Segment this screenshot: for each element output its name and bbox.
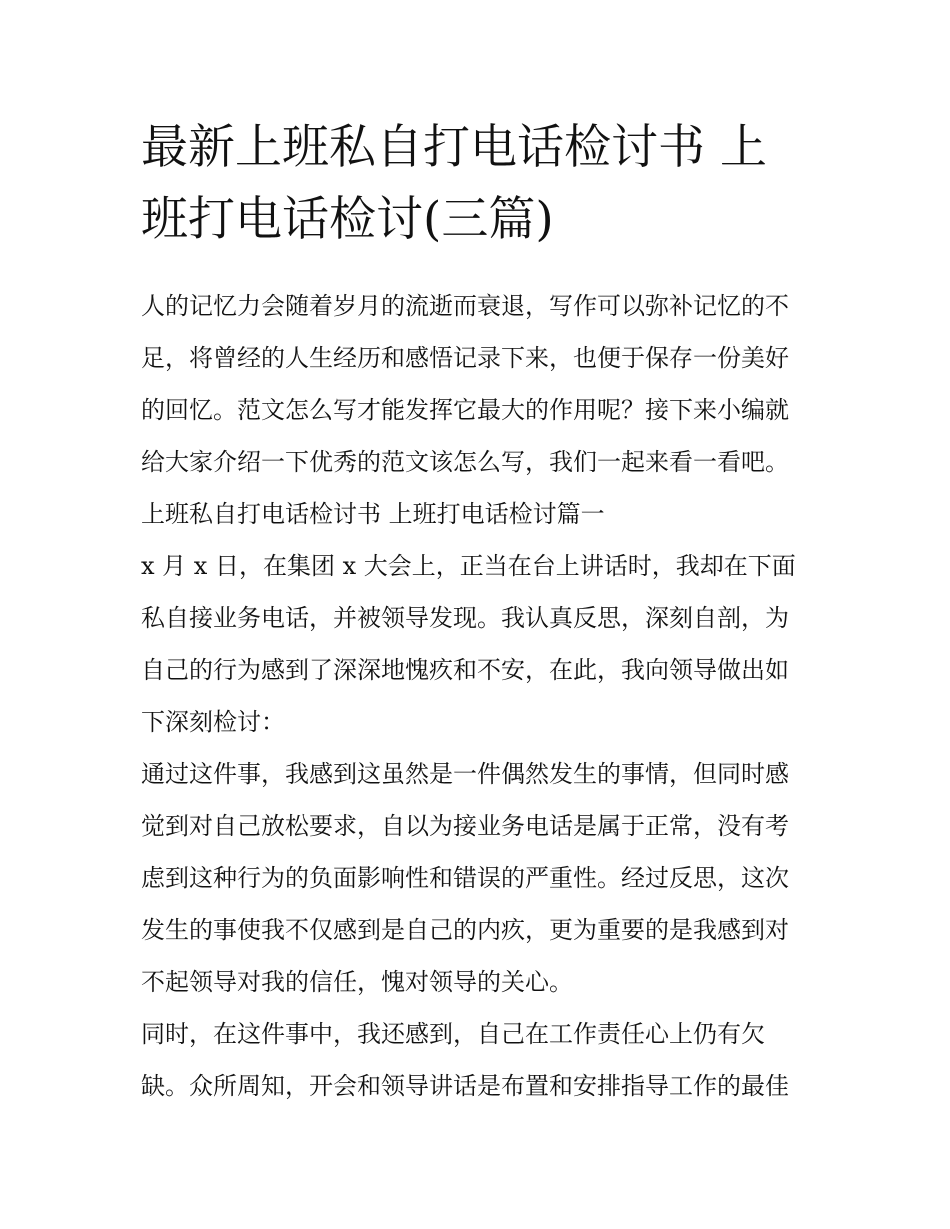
body-line: 足，将曾经的人生经历和感悟记录下来，也便于保存一份美好 (141, 344, 789, 372)
body-line: 给大家介绍一下优秀的范文该怎么写，我们一起来看一看吧。 (141, 448, 789, 476)
document-title (141, 112, 821, 256)
body-line: 下深刻检讨： (141, 708, 285, 736)
body-line: x 月 x 日，在集团 x 大会上，正当在台上讲话时，我却在下面 (141, 552, 796, 580)
section-heading: 上班私自打电话检讨书 上班打电话检讨篇一 (141, 500, 605, 528)
title-line: 最新上班私自打电话检讨书 上 (141, 120, 767, 175)
title-line: 班打电话检讨(三篇) (141, 192, 554, 247)
body-line: 私自接业务电话，并被领导发现。我认真反思，深刻自剖，为 (141, 604, 789, 632)
body-line: 觉到对自己放松要求，自以为接业务电话是属于正常，没有考 (141, 812, 789, 840)
body-line: 缺。众所周知，开会和领导讲话是布置和安排指导工作的最佳 (141, 1072, 789, 1100)
body-line: 不起领导对我的信任，愧对领导的关心。 (141, 968, 573, 996)
body-line: 通过这件事，我感到这虽然是一件偶然发生的事情，但同时感 (141, 760, 789, 788)
body-line: 自己的行为感到了深深地愧疚和不安，在此，我向领导做出如 (141, 656, 789, 684)
body-line: 发生的事使我不仅感到是自己的内疚，更为重要的是我感到对 (141, 916, 789, 944)
body-line: 同时，在这件事中，我还感到，自己在工作责任心上仍有欠 (141, 1020, 765, 1048)
document-body (141, 280, 821, 1112)
body-line: 人的记忆力会随着岁月的流逝而衰退，写作可以弥补记忆的不 (141, 292, 789, 320)
body-line: 的回忆。范文怎么写才能发挥它最大的作用呢？接下来小编就 (141, 396, 789, 424)
body-line: 虑到这种行为的负面影响性和错误的严重性。经过反思，这次 (141, 864, 789, 892)
